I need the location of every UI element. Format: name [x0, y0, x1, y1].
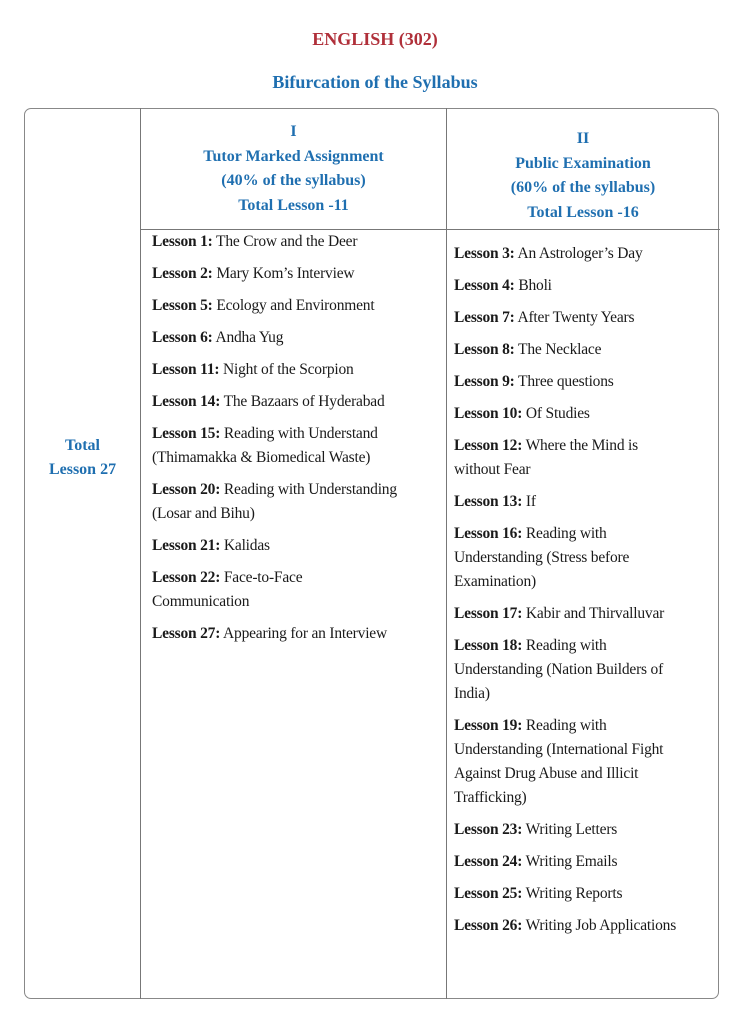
lesson-title: After Twenty Years: [517, 309, 635, 326]
lesson-title: Reading with Understanding: [223, 481, 397, 498]
lesson-item: [454, 402, 676, 426]
lesson-line: [454, 490, 676, 514]
lesson-title: If: [525, 493, 536, 510]
lesson-title: Against Drug Abuse and Illicit: [454, 765, 639, 782]
part2-header: [447, 127, 719, 225]
lesson-item: [152, 262, 397, 286]
lesson-title: Trafficking): [454, 789, 527, 806]
lesson-item: [152, 566, 397, 614]
lesson-item: [454, 914, 676, 938]
lesson-title: The Bazaars of Hyderabad: [223, 393, 385, 410]
part1-header: [141, 120, 446, 218]
lesson-line: [152, 534, 397, 558]
lesson-number: Lesson 21:: [152, 537, 221, 554]
lesson-line: [454, 786, 676, 810]
lesson-title: The Necklace: [518, 341, 602, 358]
lesson-number: Lesson 7:: [454, 309, 515, 326]
lesson-title: Appearing for an Interview: [223, 625, 387, 642]
lesson-line: [454, 546, 676, 570]
lesson-line: [454, 762, 676, 786]
lesson-title: Three questions: [518, 373, 614, 390]
lesson-item: [152, 326, 397, 350]
lesson-line: [152, 422, 397, 446]
lesson-title: Reading with: [525, 637, 607, 654]
lesson-title: Writing Job Applications: [525, 917, 677, 934]
lesson-item: [454, 274, 676, 298]
part2-numeral: II: [576, 130, 590, 147]
lesson-item: [454, 602, 676, 626]
lesson-number: Lesson 16:: [454, 525, 523, 542]
lesson-number: Lesson 22:: [152, 569, 221, 586]
lesson-item: [152, 422, 397, 470]
lesson-title: Reading with: [525, 717, 607, 734]
lesson-title: Reading with: [525, 525, 607, 542]
lesson-line: [454, 338, 676, 362]
lesson-line: [454, 458, 676, 482]
lesson-line: [454, 818, 676, 842]
lesson-line: [152, 294, 397, 318]
lesson-title: Where the Mind is: [525, 437, 638, 454]
lesson-line: [454, 602, 676, 626]
lesson-title: Andha Yug: [215, 329, 284, 346]
lesson-title: without Fear: [454, 461, 531, 478]
lesson-line: [454, 370, 676, 394]
lesson-title: Writing Letters: [525, 821, 618, 838]
lesson-item: [454, 370, 676, 394]
lesson-title: India): [454, 685, 490, 702]
lesson-number: Lesson 13:: [454, 493, 523, 510]
lesson-line: [454, 402, 676, 426]
lesson-item: [152, 478, 397, 526]
lesson-title: An Astrologer’s Day: [517, 245, 643, 262]
lesson-number: Lesson 11:: [152, 361, 220, 378]
lesson-item: [454, 882, 676, 906]
lesson-line: [152, 566, 397, 590]
lesson-line: [152, 230, 397, 254]
lesson-title: Of Studies: [525, 405, 590, 422]
lesson-item: [454, 338, 676, 362]
document-title: ENGLISH (302): [312, 29, 438, 49]
part2-lesson-list: [454, 242, 676, 946]
part1-share: (40% of the syllabus): [221, 172, 366, 189]
lesson-item: [454, 818, 676, 842]
lesson-number: Lesson 23:: [454, 821, 523, 838]
lesson-number: Lesson 5:: [152, 297, 213, 314]
lesson-title: The Crow and the Deer: [216, 233, 358, 250]
lesson-title: Examination): [454, 573, 536, 590]
lesson-number: Lesson 3:: [454, 245, 515, 262]
lesson-line: [454, 658, 676, 682]
lesson-line: [454, 306, 676, 330]
lesson-item: [454, 306, 676, 330]
lesson-item: [152, 358, 397, 382]
lesson-line: [152, 390, 397, 414]
lesson-line: [454, 434, 676, 458]
lesson-item: [152, 622, 397, 646]
lesson-title: Kabir and Thirvalluvar: [525, 605, 665, 622]
total-count: Lesson 27: [48, 461, 117, 478]
lesson-number: Lesson 24:: [454, 853, 523, 870]
lesson-line: [454, 682, 676, 706]
lesson-line: [152, 262, 397, 286]
lesson-title: Writing Reports: [525, 885, 623, 902]
lesson-number: Lesson 15:: [152, 425, 221, 442]
total-lessons: [25, 434, 140, 482]
lesson-number: Lesson 25:: [454, 885, 523, 902]
lesson-title: Night of the Scorpion: [223, 361, 354, 378]
lesson-item: [152, 534, 397, 558]
lesson-item: [152, 294, 397, 318]
lesson-title: Understanding (International Fight: [454, 741, 664, 758]
part1-numeral: I: [290, 123, 297, 140]
lesson-number: Lesson 19:: [454, 717, 523, 734]
lesson-item: [152, 230, 397, 254]
lesson-title: (Losar and Bihu): [152, 505, 255, 522]
lesson-title: Bholi: [518, 277, 552, 294]
lesson-title: Kalidas: [223, 537, 270, 554]
document-subtitle: Bifurcation of the Syllabus: [272, 72, 478, 92]
lesson-line: [152, 622, 397, 646]
column-divider: [140, 108, 141, 999]
lesson-line: [454, 634, 676, 658]
lesson-line: [152, 358, 397, 382]
lesson-line: [152, 502, 397, 526]
lesson-number: Lesson 12:: [454, 437, 523, 454]
lesson-title: Mary Kom’s Interview: [216, 265, 355, 282]
part1-count: Total Lesson -11: [238, 196, 349, 214]
lesson-number: Lesson 6:: [152, 329, 213, 346]
lesson-item: [454, 490, 676, 514]
lesson-item: [454, 850, 676, 874]
lesson-line: [454, 914, 676, 938]
lesson-item: [454, 714, 676, 810]
lesson-title: Understanding (Stress before: [454, 549, 630, 566]
lesson-item: [454, 434, 676, 482]
lesson-title: (Thimamakka & Biomedical Waste): [152, 449, 371, 466]
lesson-number: Lesson 26:: [454, 917, 523, 934]
lesson-line: [152, 446, 397, 470]
lesson-number: Lesson 8:: [454, 341, 515, 358]
lesson-number: Lesson 14:: [152, 393, 221, 410]
total-label: Total: [65, 437, 100, 454]
part1-lesson-list: [152, 230, 397, 654]
lesson-title: Understanding (Nation Builders of: [454, 661, 664, 678]
part2-name: Public Examination: [515, 154, 651, 172]
lesson-number: Lesson 9:: [454, 373, 515, 390]
lesson-item: [454, 522, 676, 594]
lesson-line: [454, 882, 676, 906]
lesson-line: [152, 478, 397, 502]
lesson-number: Lesson 17:: [454, 605, 523, 622]
lesson-item: [454, 634, 676, 706]
column-divider: [446, 108, 447, 999]
part2-count: Total Lesson -16: [527, 203, 639, 221]
lesson-number: Lesson 4:: [454, 277, 515, 294]
lesson-line: [454, 738, 676, 762]
lesson-line: [152, 326, 397, 350]
part1-name: Tutor Marked Assignment: [203, 147, 384, 165]
part2-share: (60% of the syllabus): [510, 179, 656, 196]
lesson-line: [454, 570, 676, 594]
lesson-number: Lesson 2:: [152, 265, 213, 282]
lesson-title: Reading with Understand: [223, 425, 378, 442]
lesson-number: Lesson 10:: [454, 405, 523, 422]
lesson-title: Writing Emails: [525, 853, 618, 870]
lesson-line: [454, 242, 676, 266]
lesson-line: [454, 522, 676, 546]
lesson-number: Lesson 18:: [454, 637, 523, 654]
lesson-item: [152, 390, 397, 414]
lesson-title: Face-to-Face: [223, 569, 303, 586]
lesson-number: Lesson 27:: [152, 625, 221, 642]
lesson-line: [454, 850, 676, 874]
lesson-line: [454, 714, 676, 738]
lesson-title: Communication: [152, 593, 250, 610]
lesson-number: Lesson 1:: [152, 233, 213, 250]
lesson-title: Ecology and Environment: [216, 297, 375, 314]
lesson-line: [152, 590, 397, 614]
lesson-item: [454, 242, 676, 266]
lesson-number: Lesson 20:: [152, 481, 221, 498]
lesson-line: [454, 274, 676, 298]
